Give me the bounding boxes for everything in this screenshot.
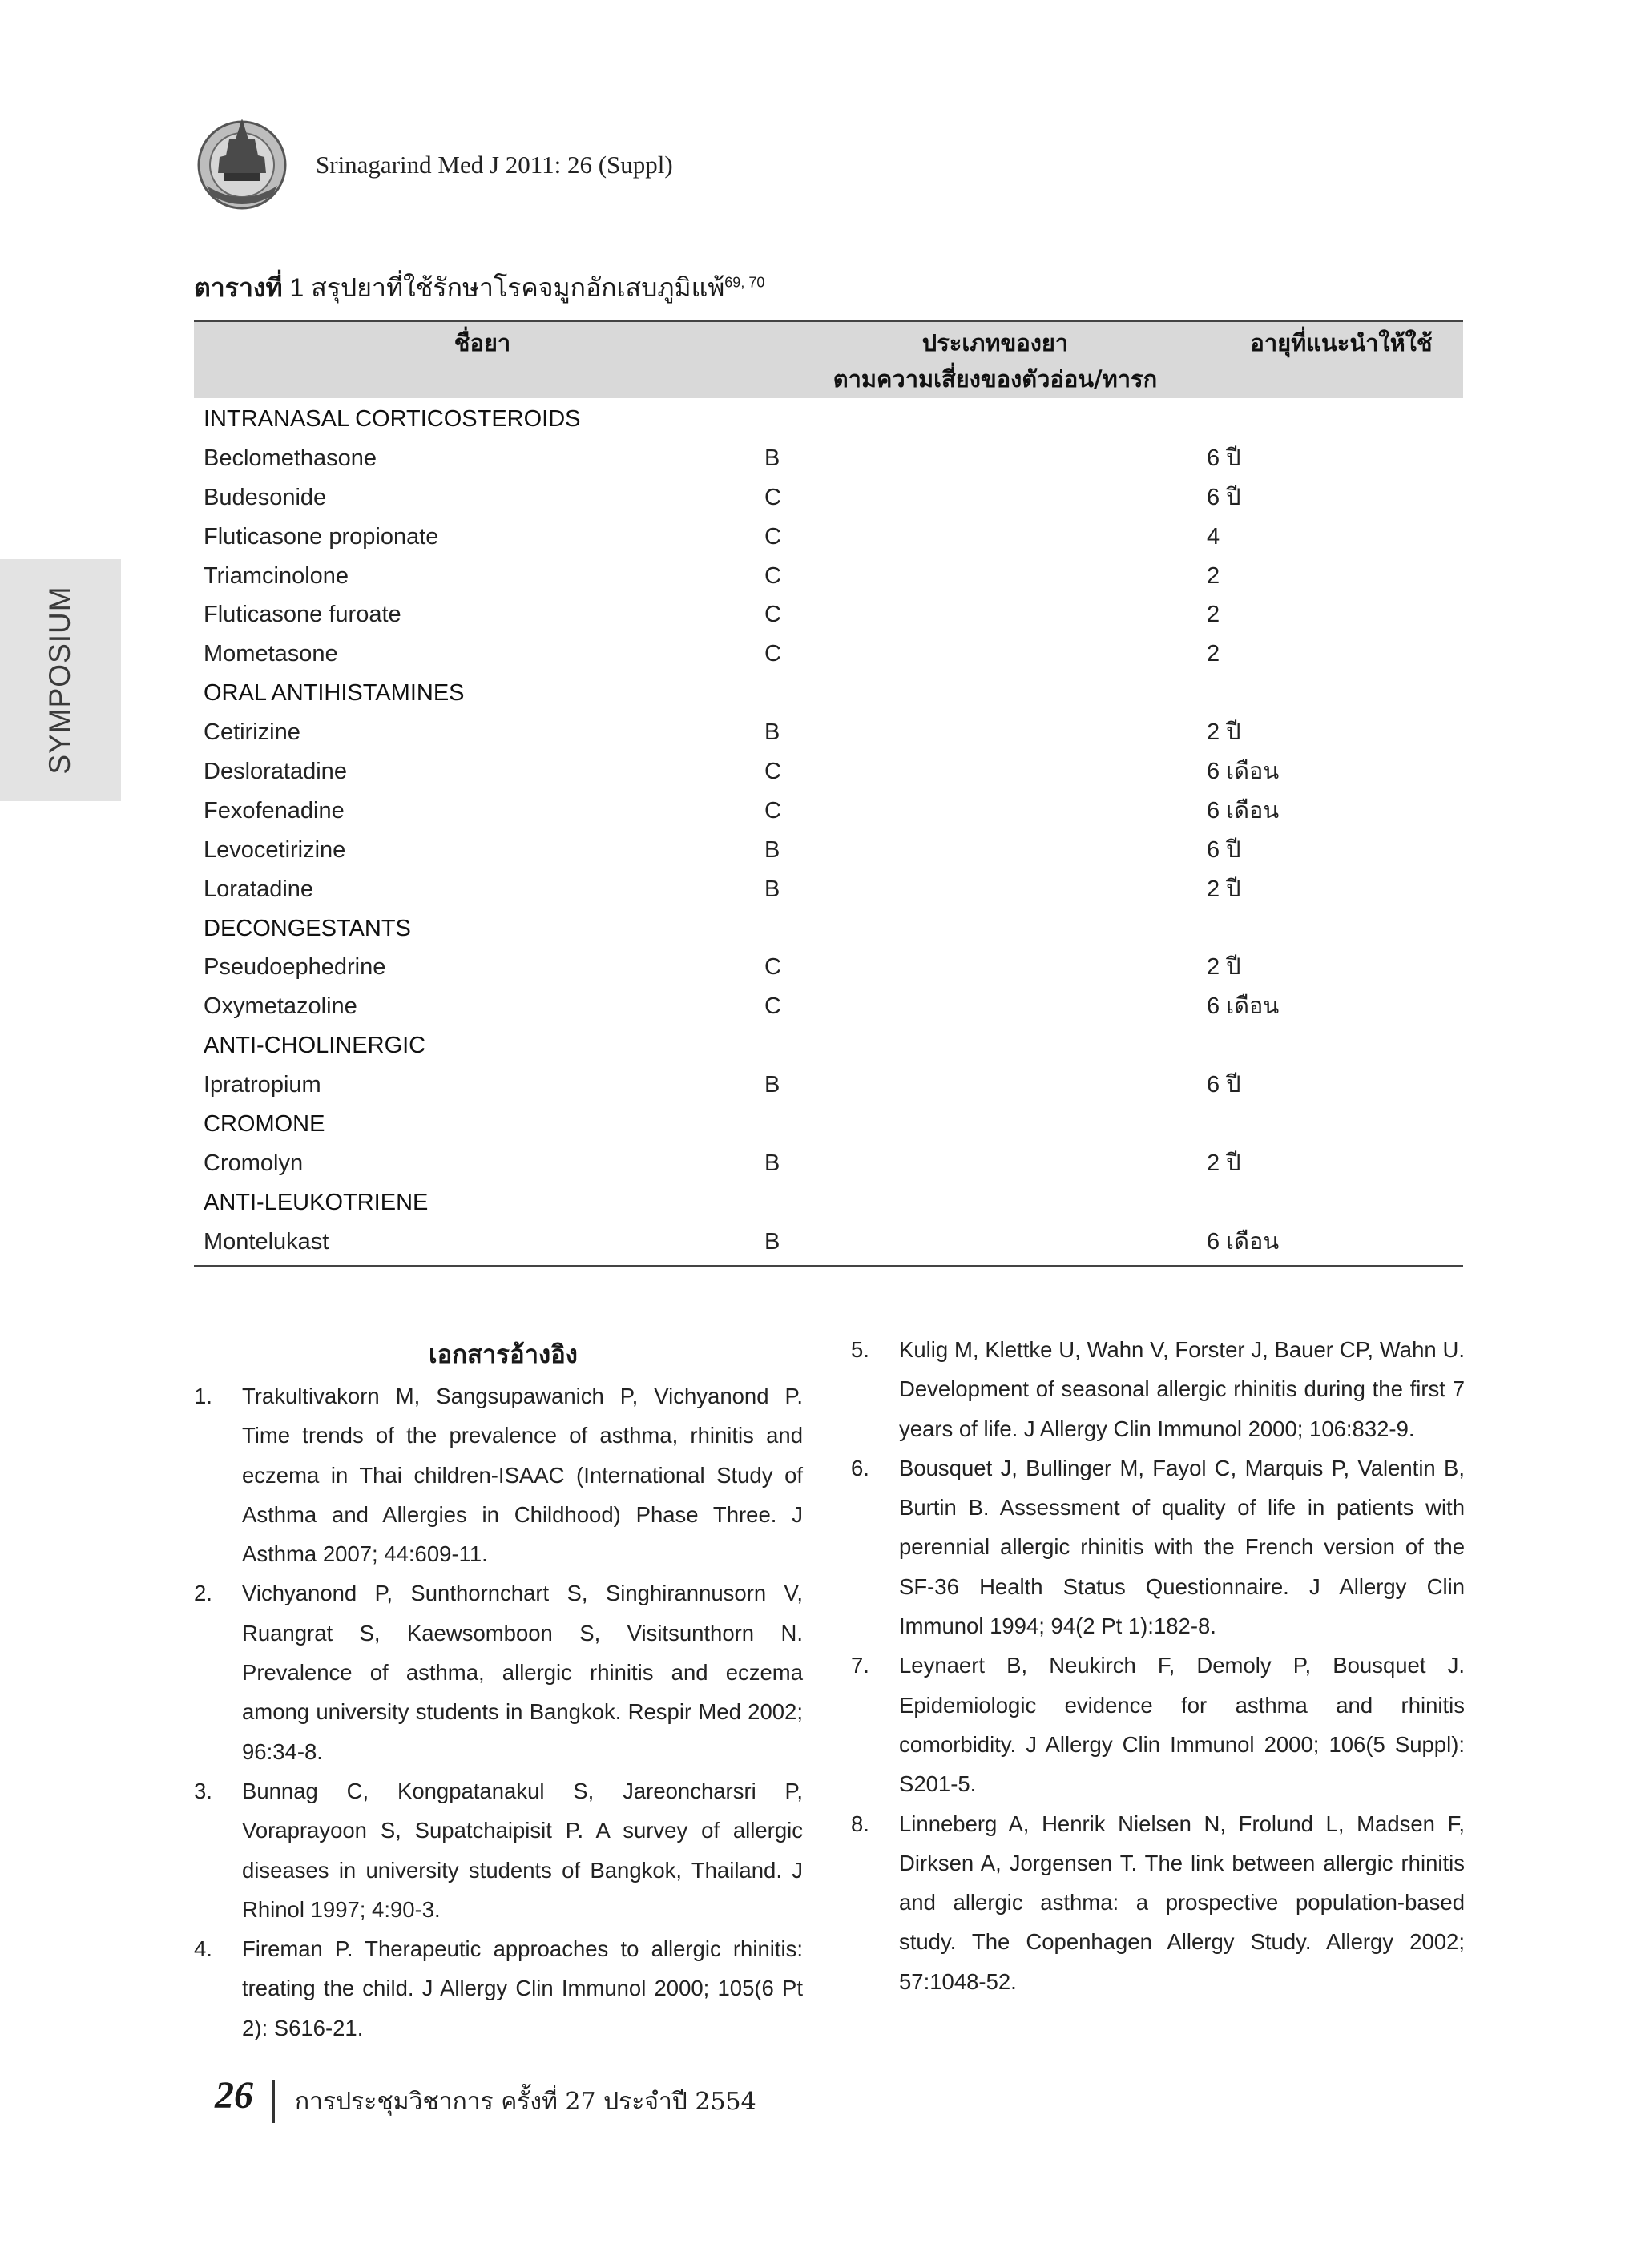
drug-name-cell: Fexofenadine (204, 797, 345, 824)
reference-text: Linneberg A, Henrik Nielsen N, Frolund L, Madsen F, Dirksen A, Jorgensen T. The link between allergic rhinitis and allergic asthma: a prospective population-based study. The Copenhagen Allergy Study. Allergy 2002; 57:1048-52. (899, 1811, 1465, 1994)
category-cell: C (764, 562, 781, 589)
table-row (194, 1223, 1463, 1262)
table-group-row (194, 674, 1463, 713)
category-cell: C (764, 954, 781, 981)
category-cell: B (764, 876, 780, 902)
references-column-left (194, 1376, 803, 2048)
category-cell: B (764, 1150, 780, 1176)
reference-text: Fireman P. Therapeutic approaches to allergic rhinitis: treating the child. J Allergy Clin Immunol 2000; 105(6 Pt 2): S616-21. (242, 1936, 803, 2040)
drug-name-cell: Cetirizine (204, 719, 300, 746)
category-cell: C (764, 523, 781, 550)
table-body (194, 398, 1463, 1267)
age-cell: 2 (1207, 602, 1220, 628)
reference-item (194, 1771, 803, 1929)
reference-number: 3. (194, 1778, 212, 1803)
reference-item (851, 1646, 1465, 1803)
drug-name-cell: Mometasone (204, 641, 338, 667)
age-cell: 6 เดือน (1207, 993, 1280, 1020)
age-cell: 2 ปี (1207, 719, 1241, 746)
table-row (194, 792, 1463, 831)
drug-name-cell: Fluticasone propionate (204, 523, 439, 550)
drug-name-cell: Montelukast (204, 1228, 329, 1255)
age-cell: 6 เดือน (1207, 797, 1280, 824)
header-pregnancy-category: ประเภทของยา ตามความเสี่ยงของตัวอ่อน/ทารก (833, 329, 1158, 393)
section-side-tab (0, 559, 121, 801)
category-cell: C (764, 797, 781, 824)
drug-name-cell: ORAL ANTIHISTAMINES (204, 680, 465, 707)
table-caption (194, 268, 764, 308)
drug-name-cell: ANTI-CHOLINERGIC (204, 1033, 426, 1059)
drug-name-cell: Oxymetazoline (204, 993, 357, 1020)
age-cell: 6 เดือน (1207, 759, 1280, 785)
age-cell: 2 ปี (1207, 876, 1241, 902)
drug-name-cell: Triamcinolone (204, 562, 349, 589)
age-cell: 2 ปี (1207, 1150, 1241, 1176)
category-cell: C (764, 993, 781, 1020)
drug-name-cell: Beclomethasone (204, 445, 377, 471)
age-cell: 2 (1207, 641, 1220, 667)
reference-number: 1. (194, 1384, 212, 1408)
table-row (194, 870, 1463, 909)
table-row (194, 1066, 1463, 1105)
drug-name-cell: Desloratadine (204, 759, 347, 785)
table-row (194, 713, 1463, 752)
reference-number: 6. (851, 1455, 869, 1480)
reference-item (194, 1573, 803, 1770)
header-drug-name: ชื่อยา (454, 329, 511, 357)
table-row (194, 987, 1463, 1026)
reference-number: 8. (851, 1811, 869, 1836)
table-row (194, 557, 1463, 596)
caption-text: 1 สรุปยาที่ใช้รักษาโรคจมูกอักเสบภูมิแพ้ (282, 273, 725, 302)
category-cell: B (764, 1072, 780, 1098)
journal-citation: Srinagarind Med J 2011: 26 (Suppl) (316, 151, 673, 179)
category-cell: B (764, 445, 780, 471)
reference-item (851, 1330, 1465, 1448)
table-row (194, 478, 1463, 518)
caption-label: ตารางที่ (194, 272, 283, 303)
table-group-row (194, 1183, 1463, 1223)
table-row (194, 1144, 1463, 1183)
side-tab-label: SYMPOSIUM (43, 586, 76, 775)
table-row (194, 634, 1463, 674)
reference-item (194, 1929, 803, 2048)
drug-table (194, 320, 1463, 1267)
age-cell: 6 ปี (1207, 484, 1241, 510)
category-cell: B (764, 1228, 780, 1255)
table-row (194, 831, 1463, 870)
age-cell: 6 ปี (1207, 445, 1241, 471)
reference-number: 7. (851, 1653, 869, 1678)
reference-text: Leynaert B, Neukirch F, Demoly P, Bousquet J. Epidemiologic evidence for asthma and rhinitis comorbidity. J Allergy Clin Immunol 2000; 106(5 Suppl): S201-5. (899, 1653, 1465, 1797)
drug-name-cell: ANTI-LEUKOTRIENE (204, 1189, 429, 1215)
category-cell: C (764, 641, 781, 667)
reference-item (851, 1448, 1465, 1646)
header-recommended-age: อายุที่แนะนำให้ใช้ (1250, 329, 1433, 357)
drug-name-cell: Fluticasone furoate (204, 602, 401, 628)
table-row (194, 595, 1463, 634)
table-row (194, 439, 1463, 478)
reference-text: Trakultivakorn M, Sangsupawanich P, Vichyanond P. Time trends of the prevalence of asthma, rhinitis and eczema in Thai children-ISAAC (International Study of Asthma and Allergies in Childhood) Phase Three. J Asthma 2007; 44:609-11. (242, 1384, 803, 1567)
drug-name-cell: INTRANASAL CORTICOSTEROIDS (204, 406, 581, 432)
journal-logo (192, 112, 292, 211)
references-title: เอกสารอ้างอิง (429, 1340, 578, 1369)
category-cell: C (764, 484, 781, 510)
reference-text: Vichyanond P, Sunthornchart S, Singhirannusorn V, Ruangrat S, Kaewsomboon S, Visitsunthorn N. Prevalence of asthma, allergic rhinitis and eczema among university students in Bangkok. Respir Med 2002; 96:34-8. (242, 1581, 803, 1764)
drug-name-cell: Pseudoephedrine (204, 954, 386, 981)
page-number: 26 (215, 2074, 253, 2117)
table-group-row (194, 400, 1463, 439)
age-cell: 2 (1207, 562, 1220, 589)
reference-number: 5. (851, 1337, 869, 1362)
table-group-row (194, 1105, 1463, 1144)
table-group-row (194, 1026, 1463, 1066)
table-row (194, 518, 1463, 557)
drug-name-cell: CROMONE (204, 1111, 325, 1138)
reference-number: 4. (194, 1936, 212, 1962)
caption-reference: 69, 70 (724, 274, 765, 291)
drug-name-cell: Loratadine (204, 876, 314, 902)
table-row (194, 752, 1463, 792)
reference-item (851, 1804, 1465, 2001)
drug-name-cell: Cromolyn (204, 1150, 304, 1176)
category-cell: B (764, 836, 780, 863)
age-cell: 2 ปี (1207, 954, 1241, 981)
reference-item (194, 1376, 803, 1573)
drug-name-cell: Levocetirizine (204, 836, 346, 863)
drug-name-cell: DECONGESTANTS (204, 915, 411, 941)
age-cell: 6 เดือน (1207, 1228, 1280, 1255)
category-cell: C (764, 602, 781, 628)
reference-text: Kulig M, Klettke U, Wahn V, Forster J, Bauer CP, Wahn U. Development of seasonal allergic rhinitis during the first 7 years of life. J Allergy Clin Immunol 2000; 106:832-9. (899, 1337, 1465, 1441)
age-cell: 6 ปี (1207, 1072, 1241, 1098)
table-header (194, 320, 1463, 398)
age-cell: 6 ปี (1207, 836, 1241, 863)
category-cell: B (764, 719, 780, 746)
age-cell: 4 (1207, 523, 1220, 550)
reference-text: Bunnag C, Kongpatanakul S, Jareoncharsri P, Voraprayoon S, Supatchaipisit P. A survey of allergic diseases in university students of Bangkok, Thailand. J Rhinol 1997; 4:90-3. (242, 1778, 803, 1922)
table-row (194, 948, 1463, 987)
table-group-row (194, 909, 1463, 949)
reference-number: 2. (194, 1581, 212, 1606)
footer-conference: การประชุมวิชาการ ครั้งที่ 27 ประจำปี 2554 (295, 2088, 756, 2116)
reference-text: Bousquet J, Bullinger M, Fayol C, Marquis P, Valentin B, Burtin B. Assessment of quality of life in patients with perennial allergic rhinitis with the French version of the SF-36 Health Status Questionnaire. J Allergy Clin Immunol 1994; 94(2 Pt 1):182-8. (899, 1455, 1465, 1639)
footer-divider (272, 2080, 275, 2123)
drug-name-cell: Budesonide (204, 484, 327, 510)
category-cell: C (764, 759, 781, 785)
drug-name-cell: Ipratropium (204, 1072, 321, 1098)
references-column-right (851, 1330, 1465, 2001)
